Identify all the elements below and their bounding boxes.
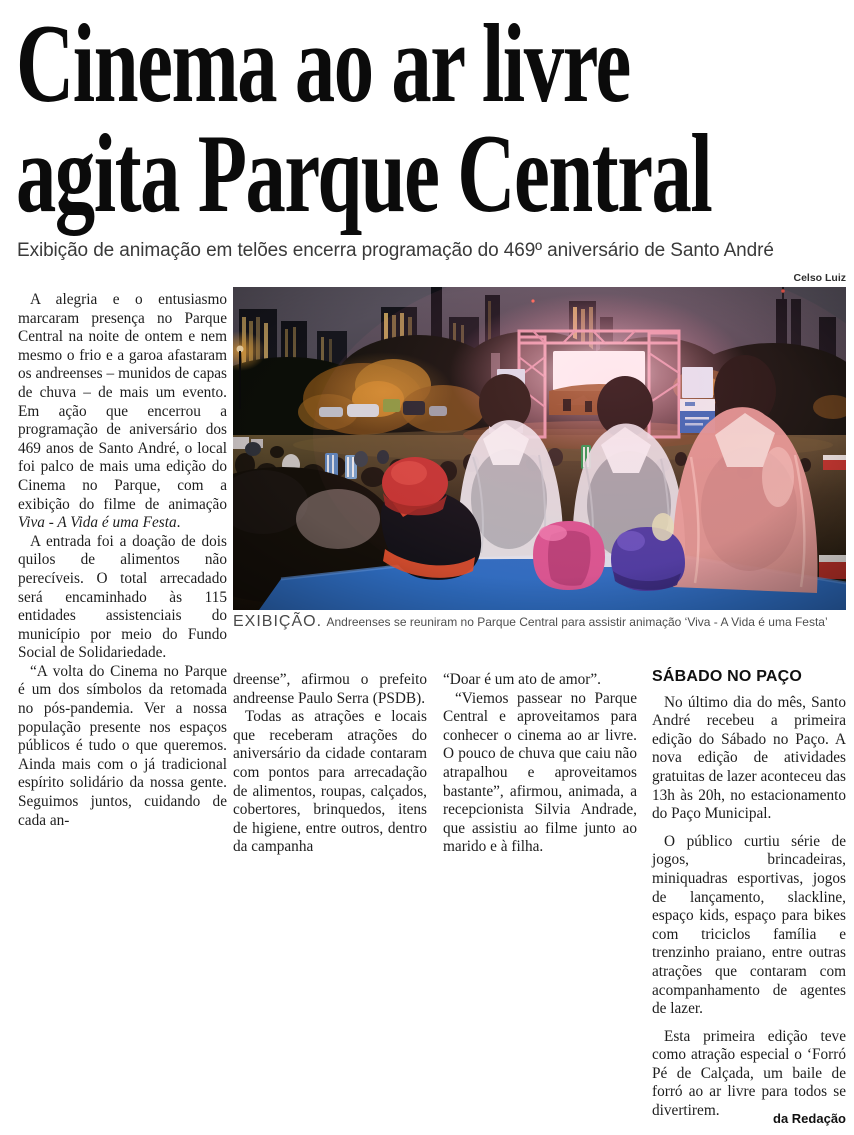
byline: da Redação xyxy=(767,1110,846,1129)
subheadline: Exibição de animação em telões encerra programação do 469º aniversário de Santo André xyxy=(17,240,774,261)
paragraph: dreense”, afirmou o prefeito andreense Paulo Serra (PSDB). xyxy=(233,671,427,707)
headline xyxy=(16,2,854,236)
headline-line2: agita Parque Central xyxy=(16,112,712,236)
paragraph: A alegria e o entusiasmo marcaram presença no Parque Central na noite de ontem e nem mesmo o frio e a garoa afastaram os andreenses – munidos de capas de chuva – de mais um evento. Em ação que encerrou a programação de aniversário dos 469 anos de Santo André, o local foi palco de mais uma edição do Cinema no Parque, com a exibição do filme de animação Viva - A Vida é uma Festa. xyxy=(18,291,227,532)
paragraph: No último dia do mês, Santo André recebeu a primeira edição do Sábado no Paço. A nova edição de atividades gratuitas de lazer aconteceu das 13h às 20h, no estacionamento do Paço Municipal. xyxy=(652,693,846,823)
park-scene-illustration xyxy=(233,287,846,610)
headline-line1: Cinema ao ar livre xyxy=(16,2,630,126)
paragraph: Todas as atrações e locais que receberam atrações do aniversário da cidade contaram com pontos para arrecadação de alimentos, roupas, calçados, cobertores, brinquedos, itens de higiene, entre outros, dentro da campanha xyxy=(233,708,427,856)
article-column-3 xyxy=(443,671,637,857)
photo-caption xyxy=(233,613,853,631)
caption-tag: EXIBIÇÃO. xyxy=(233,613,323,630)
caption-text: Andreenses se reuniram no Parque Central para assistir animação ‘Viva - A Vida é uma Festa’ xyxy=(326,615,828,629)
vignette xyxy=(233,287,846,610)
paragraph: A entrada foi a doação de dois quilos de alimentos não perecíveis. O total arrecadado será encaminhado às 115 entidades assistenciais do município por meio do Fundo Social de Solidariedade. xyxy=(18,532,227,662)
paragraph: Esta primeira edição teve como atração especial o ‘Forró Pé de Calçada, um baile de forró ao ar livre para todos se divertirem. xyxy=(652,1027,846,1120)
article-column-1 xyxy=(18,291,227,830)
movie-title: Viva - A Vida é uma Festa xyxy=(18,514,177,532)
paragraph: O público curtiu série de jogos, brincadeiras, miniquadras esportivas, jogos de lançamento, slackline, espaço kids, espaço para bikes com triciclos família e trenzinho praiano, entre outras atrações que contaram com acompanhamento de agentes de lazer. xyxy=(652,832,846,1018)
photo-credit: Celso Luiz xyxy=(793,272,846,284)
paragraph: “Doar é um ato de amor”. xyxy=(443,671,601,688)
paragraph: “A volta do Cinema no Parque é um dos símbolos da retomada no pós-pandemia. Ver a nossa população presente nos espaços públicos é tudo o que queremos. Ainda mais com o já tradicional espírito solidário da nossa gente. Seguimos juntos, cuidando de cada an- xyxy=(18,662,227,829)
sidebar-heading: SÁBADO NO PAÇO xyxy=(652,668,803,685)
paragraph: “Viemos passear no Parque Central e aproveitamos para conhecer o cinema ao ar livre. O pouco de chuva que caiu não atrapalhou e aproveitamos bastante”, afirmou, animada, a recepcionista Silvia Andrade, que assistiu ao filme junto ao marido e à filha. xyxy=(443,689,637,856)
outdoor-cinema-photo xyxy=(233,287,846,610)
article-column-4 xyxy=(652,668,846,1130)
article-column-2 xyxy=(233,671,427,857)
